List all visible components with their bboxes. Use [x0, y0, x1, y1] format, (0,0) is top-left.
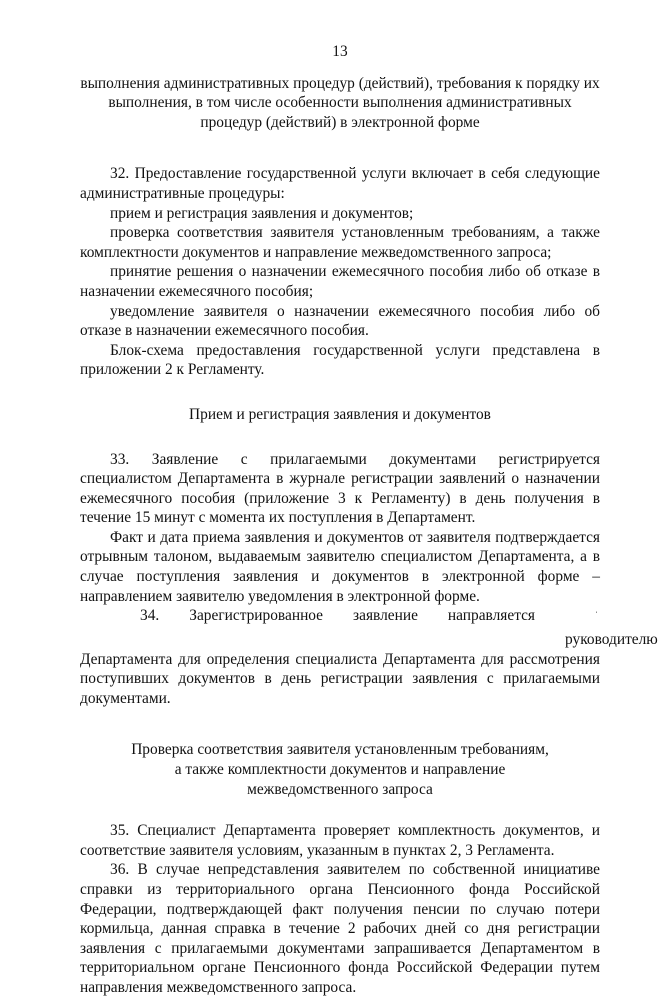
paragraph-34-word: направляется: [447, 607, 536, 625]
paragraph-36: 36. В случае непредставления заявителем по собственной инициативе справки из территориального органа Пенсионного фонда Российской Федерации, подтверждающей факт получения пенсии по случаю потери кормильца, данная справка в течение 2 рабочих дней со дня регистрации заявления с прилагаемыми документами запрашивается Департаментом в территориальном органе Пенсионного фонда Российской Федерации путем направления межведомственного запроса.: [80, 861, 600, 996]
section-title: Прием и регистрация заявления и документов: [189, 405, 491, 423]
paragraph-34-last-word: [535, 606, 666, 649]
scan-mark: ˈ: [595, 610, 599, 621]
list-item: принятие решения о назначении ежемесячного пособия либо об отказе в назначении ежемесячного пособия;: [80, 263, 600, 300]
paragraph-34-rest: Департамента для определения специалиста Департамента для рассмотрения поступивших документов в день регистрации заявления с прилагаемыми документами.: [80, 650, 600, 707]
section-title-2: [80, 740, 600, 799]
list-item: проверка соответствия заявителя установленным требованиям, а также комплектности документов и направление межведомственного запроса;: [80, 224, 600, 261]
paragraph-33: 33. Заявление с прилагаемыми документами регистрируется специалистом Департамента в журнале регистрации заявлений о назначении ежемесячного пособия (приложение 3 к Регламенту) в день получения в течение 15 минут с момента их поступления в Департамент.: [80, 450, 600, 527]
intro-heading: выполнения административных процедур (действий), требования к порядку их выполнения, в том числе особенности выполнения административных процедур (действий) в электронной форме: [80, 74, 600, 131]
section-title-line: а также комплектности документов и направление: [174, 760, 506, 778]
paragraph-34-word: 34.: [140, 607, 160, 625]
paragraph-34-word: Зарегистрированное: [189, 607, 324, 625]
paragraph-32: 32. Предоставление государственной услуги включает в себя следующие административные процедуры:: [80, 165, 600, 202]
list-item: уведомление заявителя о назначении ежемесячного пособия либо об отказе в назначении ежемесячного пособия.: [80, 302, 600, 340]
paragraph-34-word: руководителю: [565, 630, 658, 648]
paragraph-34-word: заявление: [353, 607, 418, 625]
page-number: 13: [332, 43, 348, 60]
paragraph-34: [80, 606, 658, 708]
list-item: прием и регистрация заявления и документов;: [110, 204, 414, 222]
blockscheme-paragraph: Блок-схема предоставления государственной услуги представлена в приложении 2 к Регламенту.: [80, 341, 600, 379]
section-title-line: межведомственного запроса: [247, 780, 433, 798]
paragraph-33-continued: Факт и дата приема заявления и документов от заявителя подтверждается отрывным талоном, выдаваемым заявителю специалистом Департамента, а в случае поступления заявления и документов в электронной форме – направлением заявителю уведомления в электронной форме.: [80, 528, 600, 605]
section-title-line: Проверка соответствия заявителя установленным требованиям,: [131, 741, 549, 759]
paragraph-35: 35. Специалист Департамента проверяет комплектность документов, и соответствие заявителя условиям, указанным в пунктах 2, 3 Регламента.: [80, 822, 600, 859]
